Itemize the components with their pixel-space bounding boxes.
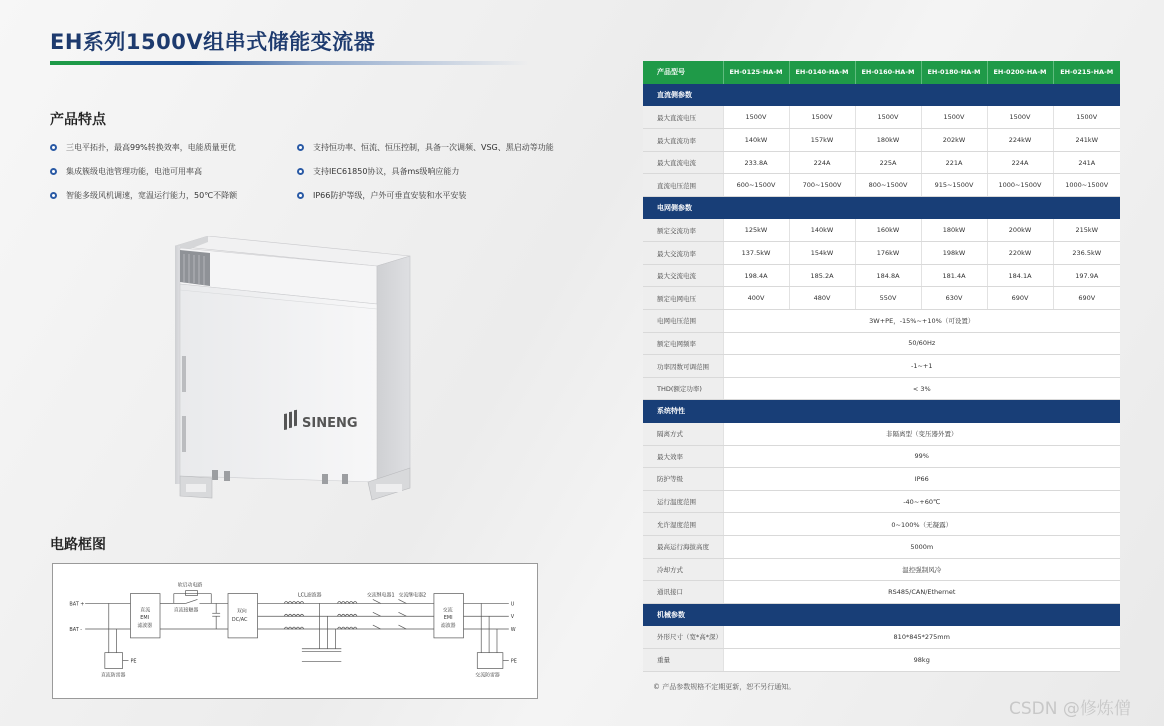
svg-text:PE: PE [130,658,137,665]
bullet-icon [50,144,57,151]
spec-cell: 480V [789,287,855,310]
spec-cell: 915~1500V [921,174,987,197]
header-model-col: EH-0180-HA-M [921,61,987,84]
spec-cell-merged: 温控强制风冷 [723,558,1120,581]
spec-row [643,445,1120,468]
svg-text:PE: PE [510,658,517,665]
spec-row [643,355,1120,378]
spec-cell: 224A [789,151,855,174]
spec-cell: 220kW [987,242,1053,265]
spec-group-row [643,400,1120,423]
svg-text:交流继电器1: 交流继电器1 [366,592,395,599]
svg-text:DC/AC: DC/AC [231,617,248,624]
spec-cell-merged: RS485/CAN/Ethernet [723,581,1120,604]
spec-cell: 154kW [789,242,855,265]
spec-cell-merged: 99% [723,445,1120,468]
bullet-icon [50,192,57,199]
spec-cell: 400V [723,287,789,310]
spec-row [643,174,1120,197]
header-model-col: EH-0160-HA-M [855,61,921,84]
feature-item: 三电平拓扑，最高99%转换效率，电能质量更优 [50,142,236,153]
spec-cell: 1500V [921,106,987,129]
spec-cell: 221A [921,151,987,174]
spec-cell: 184.1A [987,264,1053,287]
spec-row [643,129,1120,152]
svg-text:直流防雷器: 直流防雷器 [100,672,126,679]
title-underline [50,61,530,65]
spec-cell: 690V [1053,287,1120,310]
spec-group-row [643,197,1120,220]
spec-cell: 800~1500V [855,174,921,197]
spec-row-label: 允许湿度范围 [643,513,723,536]
spec-cell: 600~1500V [723,174,789,197]
spec-header-row [643,61,1120,84]
spec-cell: 236.5kW [1053,242,1120,265]
spec-cell: 1500V [723,106,789,129]
bat-neg-label: BAT - [69,627,83,633]
spec-row-label: 额定电网电压 [643,287,723,310]
spec-cell: 690V [987,287,1053,310]
spec-cell: 140kW [789,219,855,242]
spec-cell: 137.5kW [723,242,789,265]
spec-cell: 1000~1500V [1053,174,1120,197]
spec-cell: 125kW [723,219,789,242]
svg-text:交流继电器2: 交流继电器2 [398,592,427,599]
spec-row [643,106,1120,129]
spec-row-label: 电网电压范围 [643,310,723,333]
spec-cell-merged: 0~100%（无凝露） [723,513,1120,536]
feature-item: 支持IEC61850协议，具备ms级响应能力 [297,166,459,177]
svg-text:V: V [510,614,515,621]
bullet-icon [297,192,304,199]
spec-row-label: 最大交流功率 [643,242,723,265]
svg-text:交流防雷器: 交流防雷器 [475,672,500,679]
spec-row-label: 最大直流电流 [643,151,723,174]
spec-row-label: 隔离方式 [643,423,723,446]
spec-row-label: 冷却方式 [643,558,723,581]
svg-text:EMI: EMI [140,615,150,622]
spec-cell: 198.4A [723,264,789,287]
svg-text:双向: 双向 [236,608,247,615]
spec-row-label: 功率因数可调范围 [643,355,723,378]
spec-cell: 197.9A [1053,264,1120,287]
spec-cell-merged: 5000m [723,535,1120,558]
svg-text:交流: 交流 [442,607,453,614]
spec-cell: 1500V [855,106,921,129]
feature-item: 智能多级风机调速，宽温运行能力，50℃不降额 [50,190,237,201]
footnote: © 产品参数规格不定期更新，恕不另行通知。 [653,683,796,691]
bullet-icon [297,144,304,151]
spec-row [643,242,1120,265]
feature-item: 集成簇级电池管理功能，电池可用率高 [50,166,202,177]
spec-row [643,513,1120,536]
spec-group-row [643,603,1120,626]
spec-cell: 224kW [987,129,1053,152]
svg-text:LCL滤波器: LCL滤波器 [297,592,322,599]
circuit-diagram [52,563,538,699]
spec-row [643,151,1120,174]
spec-cell: 550V [855,287,921,310]
svg-text:滤波器: 滤波器 [440,623,456,630]
feature-item: 支持恒功率、恒流、恒压控制，具备一次调频、VSG、黑启动等功能 [297,142,554,153]
spec-row-label: 外形尺寸（宽*高*深） [643,626,723,649]
spec-row-label: 最大直流功率 [643,129,723,152]
spec-row [643,264,1120,287]
bat-pos-label: BAT + [69,601,85,608]
spec-cell-merged: IP66 [723,468,1120,491]
spec-row [643,626,1120,649]
spec-cell-merged: 非隔离型（变压器外置） [723,423,1120,446]
spec-cell: 233.8A [723,151,789,174]
spec-row-label: 最高运行海拔高度 [643,535,723,558]
bullet-icon [297,168,304,175]
spec-cell: 241kW [1053,129,1120,152]
spec-cell: 202kW [921,129,987,152]
spec-cell: 1500V [1053,106,1120,129]
spec-group-row [643,84,1120,107]
features-heading: 产品特点 [50,112,106,128]
svg-text:直流接触器: 直流接触器 [173,607,199,614]
spec-cell: 215kW [1053,219,1120,242]
spec-cell-merged: 3W+PE，-15%~+10%（可设置） [723,310,1120,333]
spec-row [643,219,1120,242]
spec-cell-merged: -40~+60℃ [723,490,1120,513]
spec-cell: 181.4A [921,264,987,287]
spec-row-label: 防护等级 [643,468,723,491]
spec-row-label: 直流电压范围 [643,174,723,197]
svg-text:U: U [510,601,515,608]
header-model-col: EH-0200-HA-M [987,61,1053,84]
spec-cell: 1500V [987,106,1053,129]
svg-text:W: W [510,627,516,633]
spec-row [643,423,1120,446]
spec-group-title: 电网侧参数 [643,197,1120,220]
spec-cell: 180kW [855,129,921,152]
spec-cell: 224A [987,151,1053,174]
spec-cell: 176kW [855,242,921,265]
spec-row-label: 额定交流功率 [643,219,723,242]
header-model-col: EH-0215-HA-M [1053,61,1120,84]
spec-row-label: 最大效率 [643,445,723,468]
spec-group-title: 机械参数 [643,603,1120,626]
spec-cell: 700~1500V [789,174,855,197]
spec-row-label: 最大直流电压 [643,106,723,129]
spec-cell: 198kW [921,242,987,265]
spec-cell: 241A [1053,151,1120,174]
spec-cell-merged: 810*845*275mm [723,626,1120,649]
page-title: EH系列1500V组串式储能变流器 [50,30,376,54]
spec-row [643,332,1120,355]
watermark: CSDN @修炼僧 [1009,699,1131,719]
spec-row [643,558,1120,581]
spec-row-label: 通讯接口 [643,581,723,604]
svg-text:软启动电路: 软启动电路 [177,582,203,589]
spec-row-label: THD(额定功率) [643,377,723,400]
brand-label: SINENG [302,416,358,431]
svg-text:直流: 直流 [140,607,151,614]
spec-cell-merged: 50/60Hz [723,332,1120,355]
spec-cell: 1000~1500V [987,174,1053,197]
product-image [172,236,417,504]
spec-cell: 630V [921,287,987,310]
spec-row-label: 最大交流电流 [643,264,723,287]
header-model-col: EH-0125-HA-M [723,61,789,84]
svg-text:滤波器: 滤波器 [137,623,153,630]
header-model: 产品型号 [643,61,723,84]
spec-cell: 225A [855,151,921,174]
spec-cell: 157kW [789,129,855,152]
spec-cell-merged: 98kg [723,648,1120,671]
spec-cell: 200kW [987,219,1053,242]
spec-cell: 1500V [789,106,855,129]
spec-row [643,468,1120,491]
bullet-icon [50,168,57,175]
spec-row [643,310,1120,333]
spec-row-label: 运行温度范围 [643,490,723,513]
spec-cell-merged: < 3% [723,377,1120,400]
spec-row [643,377,1120,400]
circuit-heading: 电路框图 [50,537,106,553]
spec-row [643,490,1120,513]
spec-row [643,648,1120,671]
spec-cell: 184.8A [855,264,921,287]
spec-row [643,287,1120,310]
header-model-col: EH-0140-HA-M [789,61,855,84]
spec-group-title: 直流侧参数 [643,84,1120,107]
feature-item: IP66防护等级，户外可垂直安装和水平安装 [297,190,466,201]
spec-cell: 140kW [723,129,789,152]
spec-cell: 180kW [921,219,987,242]
spec-cell: 185.2A [789,264,855,287]
spec-group-title: 系统特性 [643,400,1120,423]
spec-row-label: 额定电网频率 [643,332,723,355]
spec-cell-merged: -1~+1 [723,355,1120,378]
spec-row [643,581,1120,604]
spec-row-label: 重量 [643,648,723,671]
svg-text:EMI: EMI [443,615,453,622]
spec-cell: 160kW [855,219,921,242]
spec-row [643,535,1120,558]
spec-table [643,61,1120,672]
